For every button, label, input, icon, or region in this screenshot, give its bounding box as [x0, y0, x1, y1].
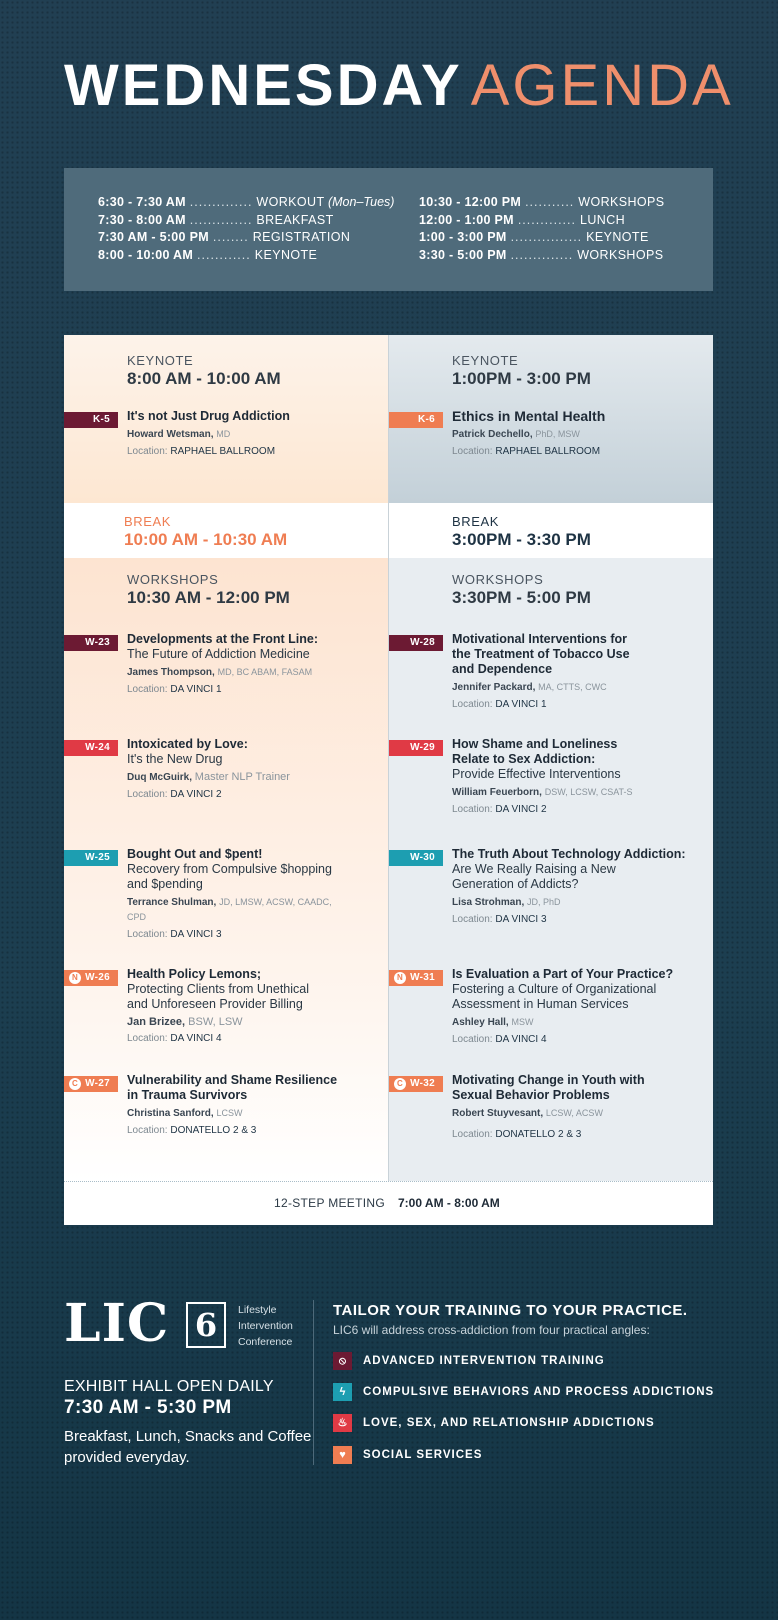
speaker-name: Ashley Hall, [452, 1017, 509, 1028]
speaker-credentials: BSW, LSW [188, 1016, 243, 1028]
session-w23[interactable] [127, 632, 382, 695]
session-subtitle: The Future of Addiction Medicine [127, 647, 310, 661]
session-tag-label: W-26 [85, 972, 110, 983]
location-value: DA VINCI 4 [495, 1034, 547, 1045]
lightning-icon: ϟ [333, 1383, 352, 1401]
schedule-label: WORKSHOPS [578, 195, 665, 209]
session-speaker [452, 1015, 707, 1030]
speaker-name: Jennifer Packard, [452, 682, 536, 693]
workshops-afternoon-section [388, 558, 713, 1181]
session-tag [389, 1076, 443, 1092]
location-value: DA VINCI 4 [170, 1033, 222, 1044]
session-location [452, 914, 707, 925]
location-value: DA VINCI 1 [170, 684, 222, 695]
logo-sub-line: Conference [238, 1336, 293, 1348]
location-value: DONATELLO 2 & 3 [495, 1129, 582, 1140]
workshops-morning-section [64, 558, 388, 1181]
session-speaker [452, 785, 642, 800]
location-value: DONATELLO 2 & 3 [170, 1125, 257, 1136]
schedule-column-2 [419, 194, 665, 264]
session-location [452, 446, 707, 457]
page-title [64, 52, 734, 119]
session-location [127, 684, 382, 695]
section-time: 3:00PM - 3:30 PM [452, 530, 591, 549]
schedule-dots: ............. [517, 212, 576, 227]
location-value: DA VINCI 1 [495, 699, 547, 710]
speaker-name: Howard Wetsman, [127, 429, 214, 440]
angle-label: COMPULSIVE BEHAVIORS AND PROCESS ADDICTIONS [363, 1386, 715, 1398]
logo-text: LIC [64, 1293, 170, 1354]
location-label: Location: [127, 789, 168, 800]
location-value: DA VINCI 2 [170, 789, 222, 800]
schedule-label: LUNCH [579, 212, 626, 227]
angle-label: LOVE, SEX, AND RELATIONSHIP ADDICTIONS [363, 1417, 655, 1429]
agenda-card [64, 335, 713, 1225]
angle-item [333, 1414, 655, 1432]
tailor-heading: TAILOR YOUR TRAINING TO YOUR PRACTICE. [333, 1302, 688, 1319]
section-time: 1:00PM - 3:00 PM [452, 369, 591, 388]
location-label: Location: [127, 929, 168, 940]
schedule-dots: ........ [212, 230, 249, 244]
schedule-dots: .............. [189, 212, 253, 227]
schedule-label: KEYNOTE [586, 230, 649, 244]
logo-sub-line: Lifestyle [238, 1304, 277, 1316]
schedule-time: 6:30 - 7:30 AM [98, 195, 186, 209]
schedule-row [419, 247, 665, 265]
session-location [127, 446, 382, 457]
session-title: Health Policy Lemons; [127, 967, 262, 981]
location-label: Location: [452, 1129, 493, 1140]
heart-icon: ♥ [333, 1446, 352, 1464]
location-label: Location: [452, 699, 493, 710]
schedule-row [98, 229, 394, 247]
twelve-step-meeting-row [64, 1181, 713, 1225]
schedule-column-1 [98, 194, 394, 264]
schedule-row [419, 212, 665, 230]
schedule-time: 8:00 - 10:00 AM [98, 247, 194, 262]
speaker-credentials: JD, PhD [527, 897, 561, 907]
no-sign-icon: ⦸ [333, 1352, 352, 1370]
session-w28[interactable] [452, 632, 642, 710]
location-value: RAPHAEL BALLROOM [495, 446, 601, 457]
section-label: KEYNOTE [452, 353, 519, 368]
session-subtitle: Fostering a Culture of Organizational Assessment in Human Services [452, 982, 657, 1011]
session-title: How Shame and Loneliness Relate to Sex Addiction: [452, 737, 618, 766]
title-word-wednesday: WEDNESDAY [64, 53, 463, 118]
session-title: Motivational Interventions for the Treatment of Tobacco Use and Dependence [452, 632, 630, 676]
schedule-label: BREAKFAST [256, 212, 334, 227]
location-label: Location: [452, 914, 493, 925]
angle-label: ADVANCED INTERVENTION TRAINING [363, 1355, 605, 1367]
session-w24[interactable] [127, 737, 382, 800]
session-tag [64, 970, 118, 986]
schedule-row [98, 212, 394, 230]
speaker-credentials: LCSW, ACSW [545, 1108, 603, 1118]
session-w29[interactable] [452, 737, 642, 815]
schedule-label: REGISTRATION [252, 230, 351, 244]
c-circle-icon: C [394, 1078, 406, 1090]
speaker-name: Lisa Strohman, [452, 897, 525, 908]
logo-number-box: 6 [186, 1302, 226, 1348]
session-w30[interactable] [452, 847, 707, 925]
session-tag: W-30 [389, 850, 443, 866]
schedule-time: 12:00 - 1:00 PM [419, 212, 514, 227]
speaker-credentials: DSW, LCSW, CSAT-S [544, 787, 633, 797]
section-label: BREAK [452, 514, 500, 529]
location-value: DA VINCI 3 [495, 914, 547, 925]
speaker-credentials: MSW [511, 1017, 534, 1027]
exhibit-hall-time: 7:30 AM - 5:30 PM [64, 1397, 232, 1418]
speaker-name: James Thompson, [127, 667, 215, 678]
session-location [127, 929, 347, 940]
session-speaker [127, 1015, 327, 1029]
session-tag: W-24 [64, 740, 118, 756]
schedule-dots: ............ [197, 247, 251, 262]
session-tag: W-25 [64, 850, 118, 866]
session-w26[interactable] [127, 967, 327, 1044]
section-time: 10:00 AM - 10:30 AM [124, 530, 288, 549]
session-speaker [452, 680, 642, 695]
location-label: Location: [127, 684, 168, 695]
session-tag [389, 970, 443, 986]
schedule-dots: ........... [525, 195, 575, 209]
session-title: Is Evaluation a Part of Your Practice? [452, 967, 674, 981]
session-tag-label: W-32 [410, 1078, 435, 1089]
logo-sub-line: Intervention [238, 1320, 293, 1332]
session-location [127, 1033, 327, 1044]
schedule-row [98, 194, 394, 212]
speaker-credentials: LCSW [216, 1108, 243, 1118]
session-subtitle: It's the New Drug [127, 752, 223, 766]
session-title: Developments at the Front Line: [127, 632, 318, 646]
session-tag: W-28 [389, 635, 443, 651]
session-location [452, 699, 642, 710]
n-circle-icon: N [394, 972, 406, 984]
location-label: Location: [127, 1033, 168, 1044]
session-subtitle: Provide Effective Interventions [452, 767, 621, 781]
keynote-afternoon-section [388, 335, 713, 503]
schedule-note: (Mon–Tues) [327, 195, 395, 209]
section-time: 3:30PM - 5:00 PM [452, 588, 591, 607]
angle-item [333, 1446, 482, 1464]
tailor-subheading: LIC6 will address cross-addiction from four practical angles: [333, 1323, 650, 1337]
schedule-time: 10:30 - 12:00 PM [419, 195, 522, 209]
exhibit-hall-description: Breakfast, Lunch, Snacks and Coffee provided everyday. [64, 1428, 312, 1466]
section-time: 8:00 AM - 10:00 AM [127, 369, 281, 388]
speaker-name: Robert Stuyvesant, [452, 1108, 544, 1119]
speaker-name: Duq McGuirk, [127, 772, 193, 783]
session-w32[interactable] [452, 1073, 657, 1140]
session-w27[interactable] [127, 1073, 342, 1136]
lic6-logo [64, 1293, 304, 1354]
session-speaker [127, 1106, 342, 1121]
speaker-credentials: PhD, MSW [535, 429, 580, 439]
session-speaker [452, 895, 707, 910]
session-location [127, 1125, 342, 1136]
session-title: The Truth About Technology Addiction: [452, 847, 686, 861]
session-tag-label: W-27 [85, 1078, 110, 1089]
footer-divider [313, 1300, 314, 1465]
speaker-name: Christina Sanford, [127, 1108, 214, 1119]
location-value: RAPHAEL BALLROOM [170, 446, 276, 457]
speaker-credentials: MD, BC ABAM, FASAM [217, 667, 313, 677]
schedule-label: WORKOUT [256, 195, 325, 209]
location-label: Location: [127, 1125, 168, 1136]
session-tag: K-5 [64, 412, 118, 428]
session-location [127, 789, 382, 800]
session-subtitle: Are We Really Raising a New Generation of Addicts? [452, 862, 616, 891]
angle-item [333, 1383, 714, 1401]
session-title: Bought Out and $pent! [127, 847, 263, 861]
session-tag [64, 1076, 118, 1092]
speaker-credentials: Master NLP Trainer [194, 771, 290, 783]
schedule-row [98, 247, 394, 265]
angle-item [333, 1352, 605, 1370]
location-label: Location: [452, 804, 493, 815]
session-tag: W-29 [389, 740, 443, 756]
session-subtitle: Protecting Clients from Unethical and Unforeseen Provider Billing [127, 982, 310, 1011]
section-label: BREAK [124, 514, 172, 529]
session-speaker [127, 895, 347, 925]
speaker-name: Jan Brizee, [127, 1016, 186, 1028]
speaker-name: Terrance Shulman, [127, 897, 217, 908]
logo-subtitle [238, 1302, 293, 1350]
n-circle-icon: N [69, 972, 81, 984]
speaker-credentials: MD [216, 429, 231, 439]
schedule-dots: .............. [189, 195, 253, 209]
session-title: Ethics in Mental Health [452, 408, 606, 424]
exhibit-hall-heading: EXHIBIT HALL OPEN DAILY [64, 1378, 274, 1395]
session-speaker [127, 427, 382, 442]
schedule-time: 7:30 - 8:00 AM [98, 212, 186, 227]
session-location [452, 1034, 707, 1045]
schedule-dots: .............. [510, 247, 574, 262]
section-label: KEYNOTE [127, 353, 194, 368]
location-label: Location: [452, 446, 493, 457]
session-k5[interactable] [127, 409, 382, 457]
session-title: Vulnerability and Shame Resilience in Trauma Survivors [127, 1073, 338, 1102]
session-location [452, 804, 642, 815]
flame-icon: ♨ [333, 1414, 352, 1432]
location-label: Location: [452, 1034, 493, 1045]
session-w31[interactable] [452, 967, 707, 1045]
location-value: DA VINCI 3 [170, 929, 222, 940]
schedule-dots: ................ [510, 230, 583, 244]
session-location [452, 1129, 657, 1140]
schedule-row [419, 229, 665, 247]
break-afternoon-section [388, 503, 713, 558]
session-k6[interactable] [452, 409, 707, 457]
section-time: 10:30 AM - 12:00 PM [127, 588, 290, 607]
meeting-time: 7:00 AM - 8:00 AM [398, 1196, 500, 1210]
title-word-agenda: AGENDA [470, 53, 734, 118]
session-title: Intoxicated by Love: [127, 737, 248, 751]
schedule-row [419, 194, 665, 212]
schedule-time: 1:00 - 3:00 PM [419, 230, 507, 244]
keynote-morning-section [64, 335, 388, 503]
break-morning-section [64, 503, 388, 558]
session-tag-label: W-31 [410, 972, 435, 983]
section-label: WORKSHOPS [452, 572, 544, 587]
location-value: DA VINCI 2 [495, 804, 547, 815]
session-w25[interactable] [127, 847, 347, 940]
schedule-summary [64, 168, 713, 291]
c-circle-icon: C [69, 1078, 81, 1090]
session-subtitle: Recovery from Compulsive $hopping and $pending [127, 862, 332, 891]
session-speaker [452, 1106, 657, 1121]
section-label: WORKSHOPS [127, 572, 219, 587]
angle-label: SOCIAL SERVICES [363, 1449, 483, 1461]
speaker-name: Patrick Dechello, [452, 429, 533, 440]
schedule-label: WORKSHOPS [577, 247, 664, 262]
session-speaker [127, 665, 382, 680]
location-label: Location: [127, 446, 168, 457]
session-title: It's not Just Drug Addiction [127, 409, 290, 423]
schedule-label: KEYNOTE [254, 247, 318, 262]
speaker-name: William Feuerborn, [452, 787, 542, 798]
meeting-label: 12-STEP MEETING [274, 1196, 385, 1210]
schedule-time: 7:30 AM - 5:00 PM [98, 230, 209, 244]
schedule-time: 3:30 - 5:00 PM [419, 247, 507, 262]
session-tag: K-6 [389, 412, 443, 428]
session-title: Motivating Change in Youth with Sexual Behavior Problems [452, 1073, 645, 1102]
speaker-credentials: JD, LMSW, ACSW, CAADC, CPD [127, 897, 332, 922]
session-speaker [127, 770, 382, 785]
speaker-credentials: MA, CTTS, CWC [538, 682, 607, 692]
session-tag: W-23 [64, 635, 118, 651]
session-speaker [452, 427, 707, 442]
